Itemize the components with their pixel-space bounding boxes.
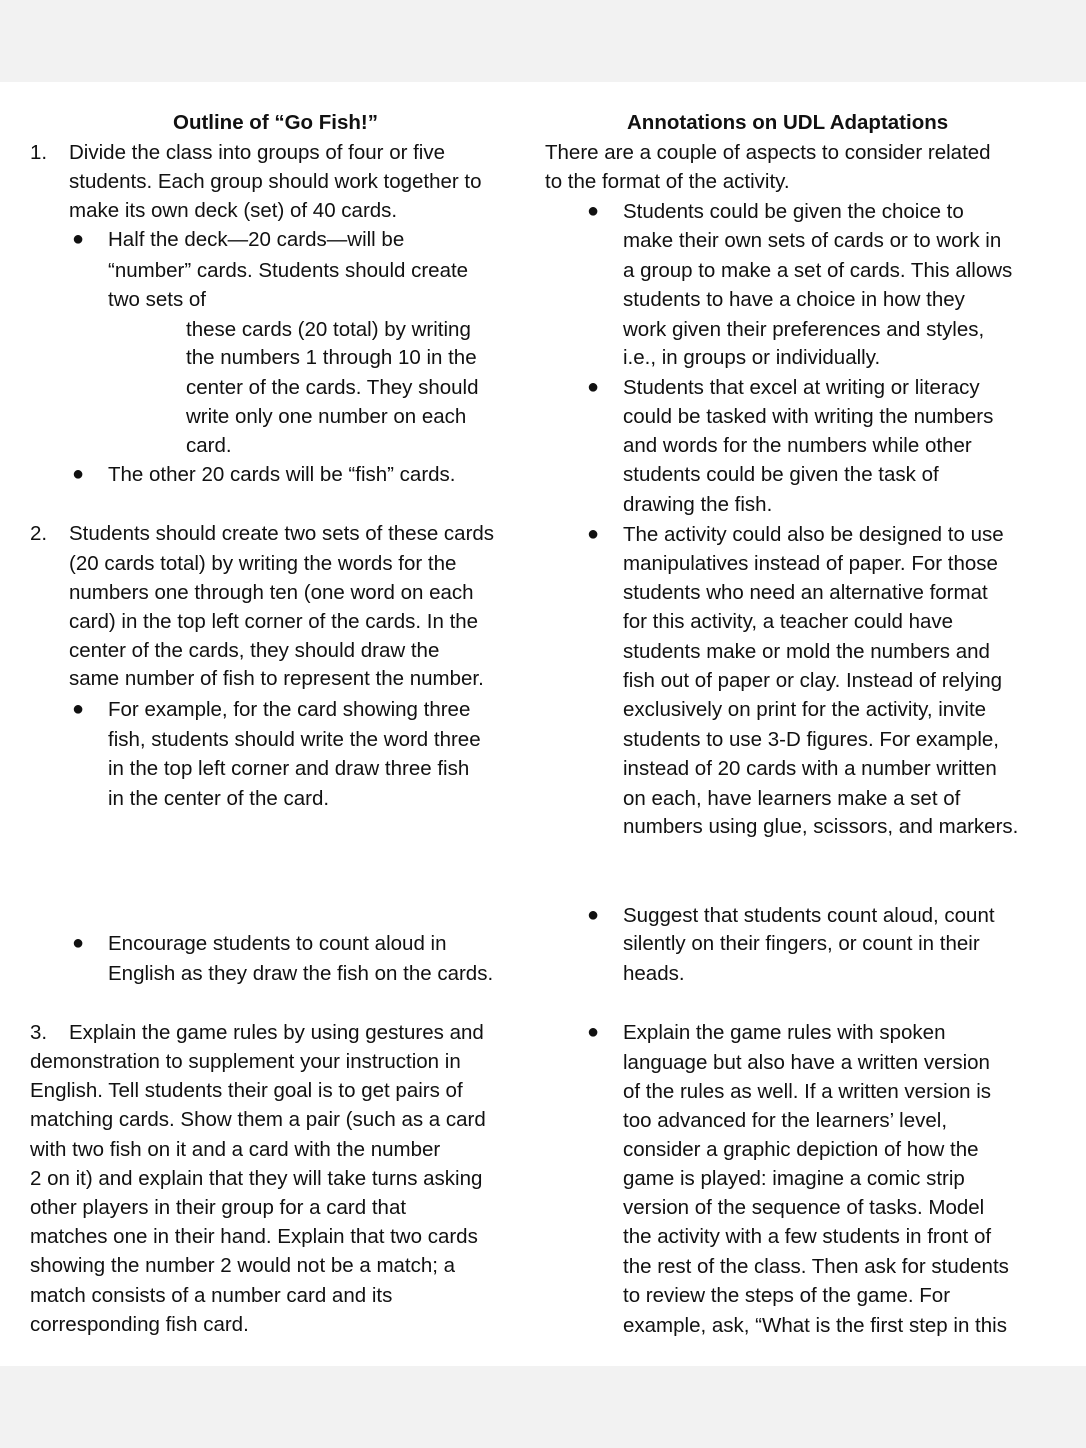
item-2-line: Students should create two sets of these cards	[69, 522, 495, 545]
item-3-line: with two fish on it and a card with the number	[30, 1138, 441, 1161]
bullet-icon: ●	[587, 904, 600, 926]
annotation-line: a group to make a set of cards. This allows	[623, 259, 1013, 282]
annotation-line: the rest of the class. Then ask for students	[623, 1255, 1009, 1278]
annotation-line: instead of 20 cards with a number written	[623, 757, 997, 780]
annotation-line: could be tasked with writing the numbers	[623, 405, 994, 428]
annotation-line: fish out of paper or clay. Instead of relying	[623, 669, 1003, 692]
annotation-line: heads.	[623, 962, 685, 985]
bullet-icon: ●	[72, 932, 85, 954]
item-1-line: Divide the class into groups of four or five	[69, 141, 446, 164]
item-1-bullet-a-continuation: the numbers 1 through 10 in the	[186, 346, 477, 369]
annotation-line: drawing the fish.	[623, 493, 773, 516]
item-3-line: English. Tell students their goal is to get pairs of	[30, 1079, 463, 1102]
annotation-line: manipulatives instead of paper. For those	[623, 552, 998, 575]
annotation-line: numbers using glue, scissors, and markers.	[623, 815, 1019, 838]
item-3-line: corresponding fish card.	[30, 1313, 249, 1336]
annotation-line: Students that excel at writing or literacy	[623, 376, 980, 399]
annotation-line: work given their preferences and styles,	[623, 318, 985, 341]
annotation-line: students who need an alternative format	[623, 581, 988, 604]
item-1-bullet-a-continuation: these cards (20 total) by writing	[186, 318, 471, 341]
bullet-icon: ●	[72, 228, 85, 250]
item-1-bullet-a-line: two sets of	[108, 288, 206, 311]
annotation-line: students make or mold the numbers and	[623, 640, 990, 663]
bullet-icon: ●	[587, 523, 600, 545]
right-intro-line: There are a couple of aspects to consider related	[545, 141, 991, 164]
annotation-line: the activity with a few students in front of	[623, 1225, 992, 1248]
item-1-line: students. Each group should work together to	[69, 170, 482, 193]
item-1-bullet-a-continuation: write only one number on each	[186, 405, 467, 428]
item-1-number: 1.	[30, 141, 48, 164]
annotation-line: of the rules as well. If a written version is	[623, 1080, 992, 1103]
annotation-line: students could be given the task of	[623, 463, 939, 486]
annotation-line: exclusively on print for the activity, invite	[623, 698, 987, 721]
item-1-bullet-a-continuation: card.	[186, 434, 232, 457]
item-3-line: showing the number 2 would not be a match; a	[30, 1254, 456, 1277]
annotation-line: version of the sequence of tasks. Model	[623, 1196, 985, 1219]
bullet-icon: ●	[587, 376, 600, 398]
item-3-line: matches one in their hand. Explain that two cards	[30, 1225, 478, 1248]
item-2-line: (20 cards total) by writing the words for the	[69, 552, 457, 575]
item-1-bullet-b-line: The other 20 cards will be “fish” cards.	[108, 463, 456, 486]
right-column-heading: Annotations on UDL Adaptations	[627, 111, 949, 134]
annotation-line: make their own sets of cards or to work in	[623, 229, 1002, 252]
annotation-line: example, ask, “What is the first step in this	[623, 1314, 1007, 1337]
item-2-number: 2.	[30, 522, 48, 545]
annotation-line: for this activity, a teacher could have	[623, 610, 954, 633]
annotation-line: language but also have a written version	[623, 1051, 990, 1074]
annotation-line: i.e., in groups or individually.	[623, 346, 881, 369]
item-3-line: match consists of a number card and its	[30, 1284, 393, 1307]
document-page	[0, 82, 1086, 1366]
item-1-bullet-a-line: “number” cards. Students should create	[108, 259, 469, 282]
annotation-line: Explain the game rules with spoken	[623, 1021, 946, 1044]
annotation-line: to review the steps of the game. For	[623, 1284, 951, 1307]
item-3-line: 2 on it) and explain that they will take turns asking	[30, 1167, 483, 1190]
item-2-bullet-a-line: in the center of the card.	[108, 787, 330, 810]
bullet-icon: ●	[587, 200, 600, 222]
item-2-bullet-a-line: fish, students should write the word three	[108, 728, 481, 751]
annotation-line: students to use 3-D figures. For example,	[623, 728, 1000, 751]
item-1-line: make its own deck (set) of 40 cards.	[69, 199, 398, 222]
bullet-icon: ●	[587, 1021, 600, 1043]
item-2-line: numbers one through ten (one word on each	[69, 581, 474, 604]
item-3-number: 3.	[30, 1021, 48, 1044]
left-column-heading: Outline of “Go Fish!”	[173, 111, 378, 134]
item-2-bullet-b-line: English as they draw the fish on the cards.	[108, 962, 494, 985]
annotation-line: consider a graphic depiction of how the	[623, 1138, 979, 1161]
item-1-bullet-a-continuation: center of the cards. They should	[186, 376, 479, 399]
annotation-line: students to have a choice in how they	[623, 288, 965, 311]
item-1-bullet-a-line: Half the deck—20 cards—will be	[108, 228, 405, 251]
bullet-icon: ●	[72, 698, 85, 720]
right-intro-line: to the format of the activity.	[545, 170, 790, 193]
bullet-icon: ●	[72, 463, 85, 485]
item-2-bullet-b-line: Encourage students to count aloud in	[108, 932, 447, 955]
annotation-line: on each, have learners make a set of	[623, 787, 961, 810]
item-2-line: card) in the top left corner of the cards. In the	[69, 610, 479, 633]
annotation-line: Suggest that students count aloud, count	[623, 904, 995, 927]
annotation-line: The activity could also be designed to use	[623, 523, 1004, 546]
annotation-line: too advanced for the learners’ level,	[623, 1109, 948, 1132]
item-3-line: other players in their group for a card that	[30, 1196, 407, 1219]
item-2-line: same number of fish to represent the number.	[69, 667, 484, 690]
item-3-first-line: Explain the game rules by using gestures and	[69, 1021, 484, 1044]
item-3-line: matching cards. Show them a pair (such as a card	[30, 1108, 486, 1131]
annotation-line: game is played: imagine a comic strip	[623, 1167, 965, 1190]
item-2-bullet-a-line: in the top left corner and draw three fish	[108, 757, 470, 780]
annotation-line: Students could be given the choice to	[623, 200, 964, 223]
annotation-line: silently on their fingers, or count in their	[623, 932, 980, 955]
annotation-line: and words for the numbers while other	[623, 434, 972, 457]
item-2-bullet-a-line: For example, for the card showing three	[108, 698, 471, 721]
item-2-line: center of the cards, they should draw the	[69, 639, 440, 662]
item-3-line: demonstration to supplement your instruction in	[30, 1050, 461, 1073]
